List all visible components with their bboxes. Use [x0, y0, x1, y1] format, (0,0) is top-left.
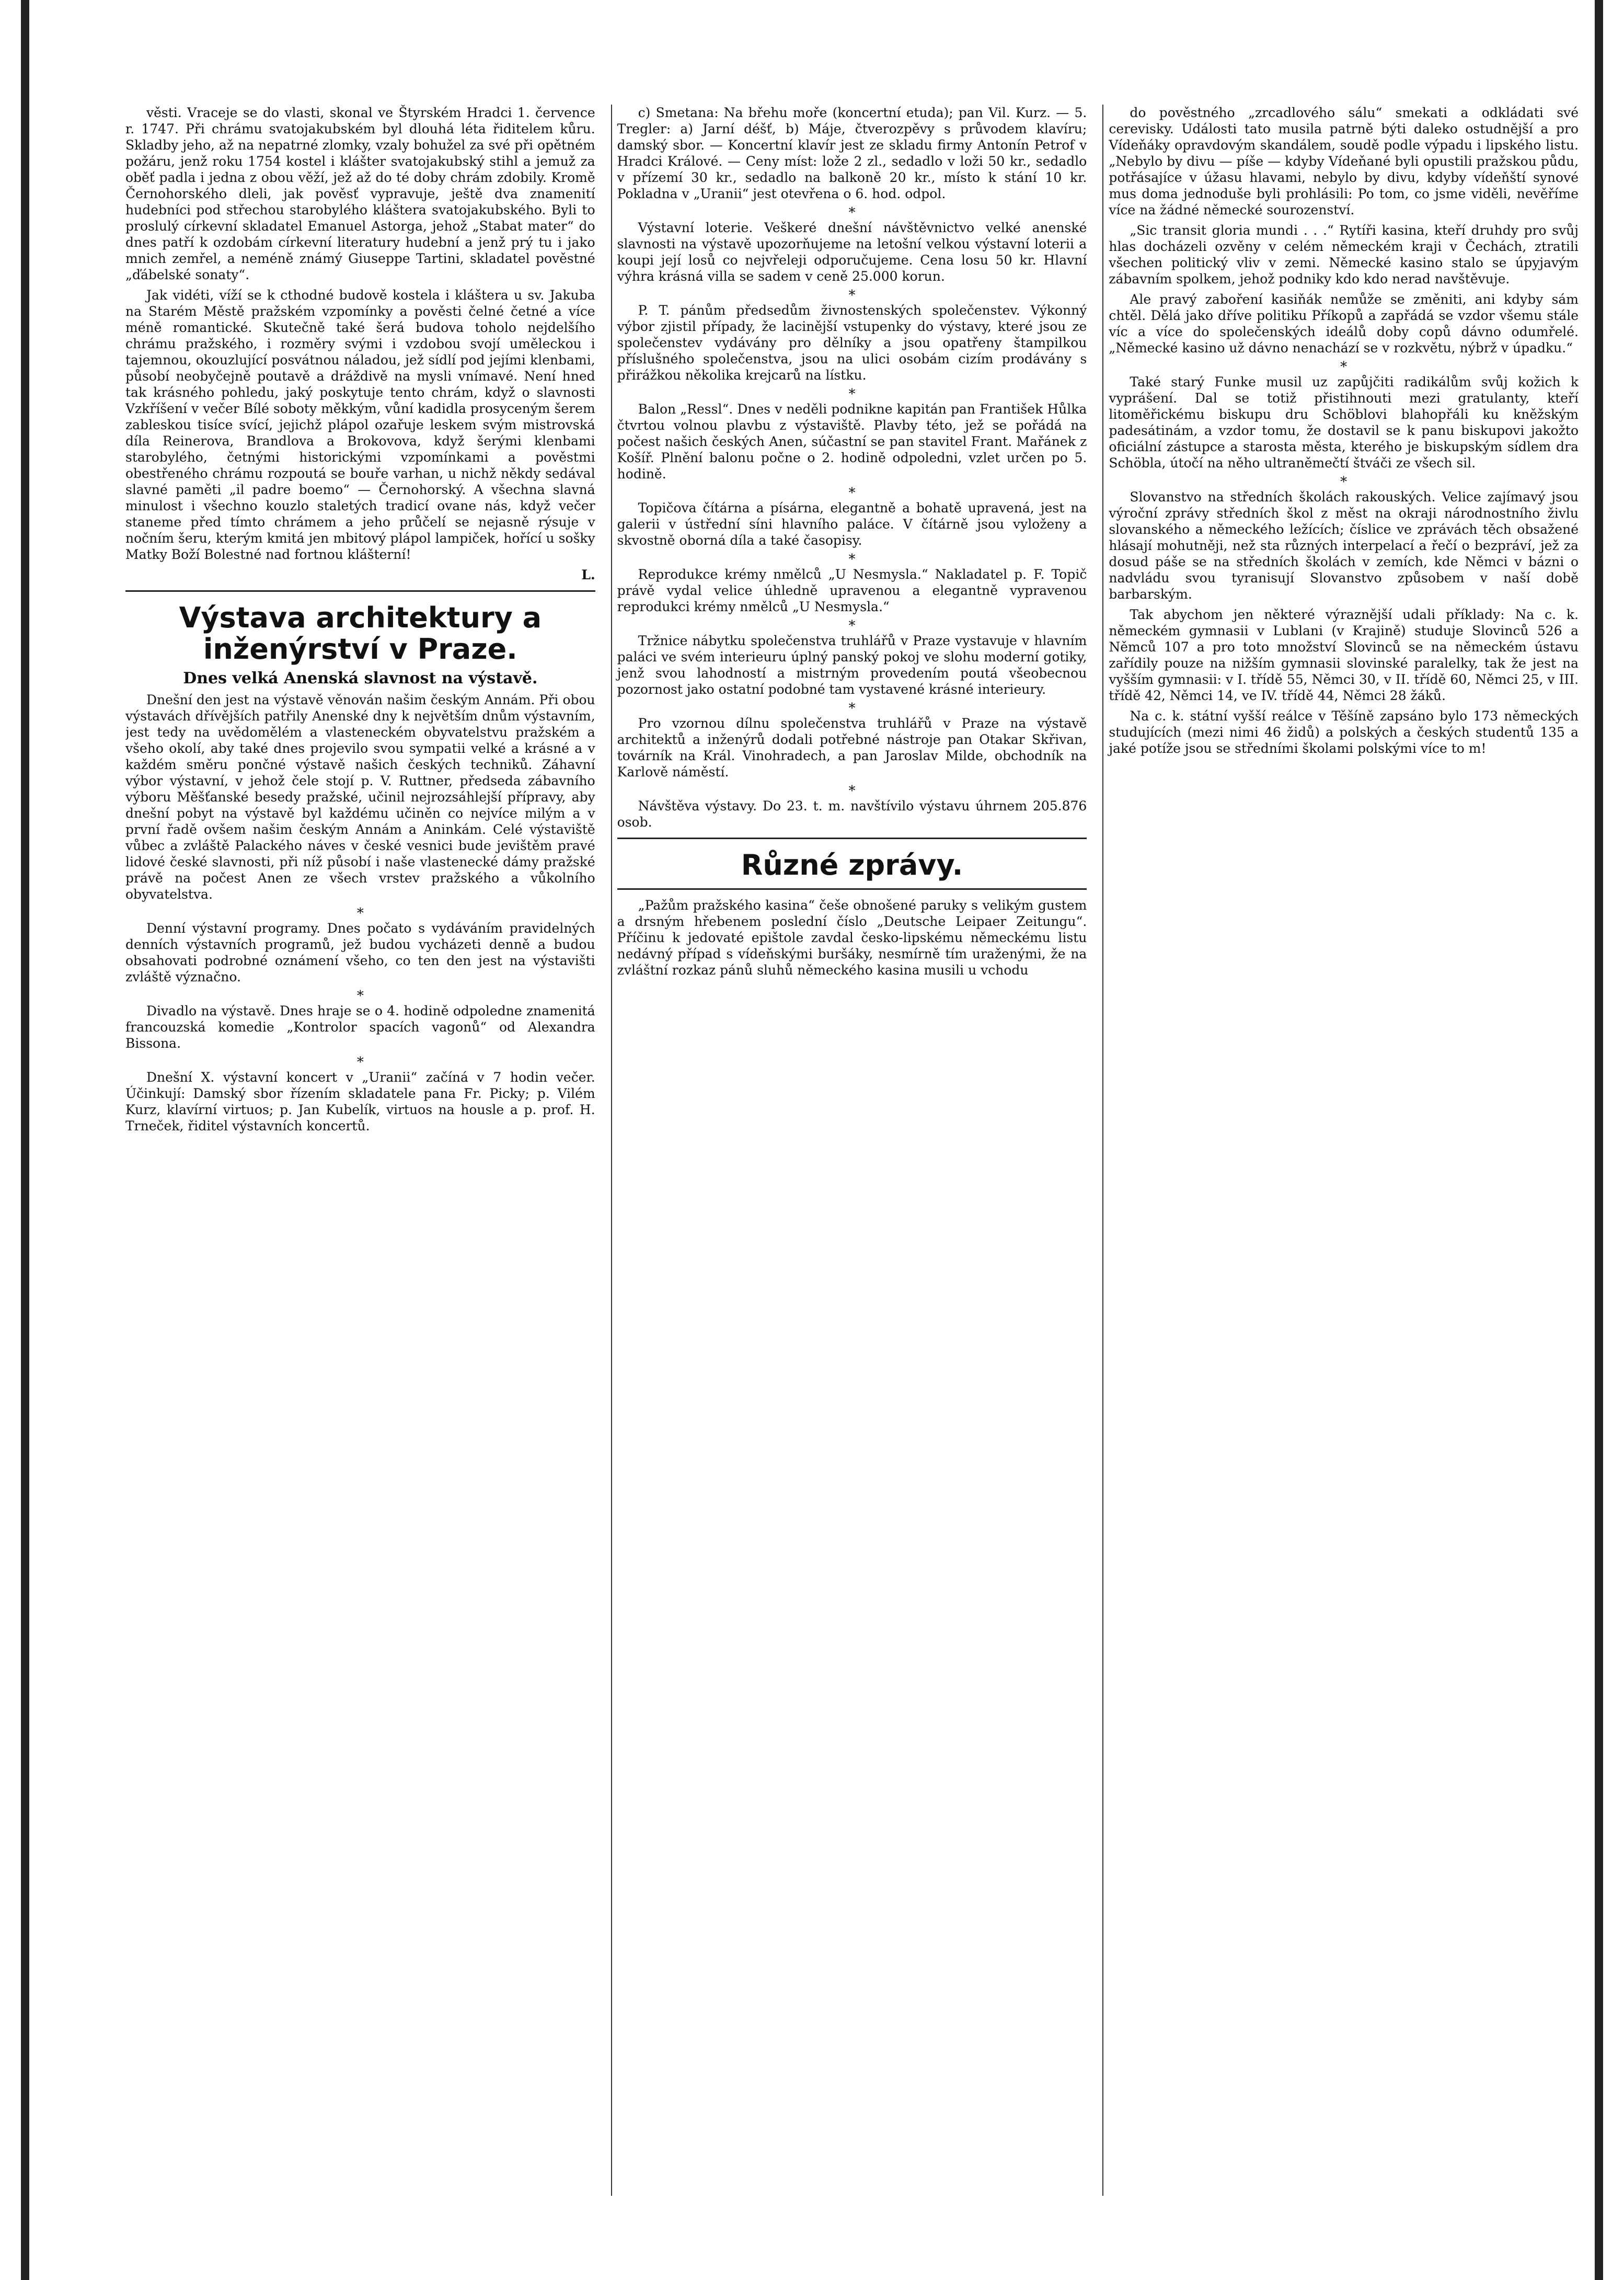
article-text: „Sic transit gloria mundi . . .“ Rytíři kasina, kteří druhdy pro svůj hlas docházeli ozvěny v celém německém kraji v Čechách, ztratili všechen politický vliv v zemi. Německé kasino stalo se úpyjavým zábavním spolkem, jehož podniky kdo kdo nerad navštěvuje.: [1109, 223, 1579, 287]
article-text: Jak vidéti, víží se k cthodné budově kostela i kláštera u sv. Jakuba na Starém Městě pražském vzpomínky a pověsti čelné četné a více méně romantické. Skutečně také šerá budova toholo nejdelšího chrámu pražského, i rozměry svými i vzdobou svojí uměleckou i tajemnou, okouzlující posvátnou náladou, jež sídlí pod jejími klenbami, působí neobyčejně poutavě a dráždivě na mysli vnímavé. Není hned tak krásného pohledu, jaký poskytuje tento chrám, když o slavnosti Vzkříšení v večer Bílé soboty měkkým, vůní kadidla prosyceným šerem zableskou tisíce svící, jejichž plápol ozařuje leskem svým mistrovská díla Reinerova, Brandlova a Brokovova, když šerými klenbami starobylého, četnými historickými vzpomínkami a pověstmi obestřeného chrámu rozpoutá se bouře varhan, u nichž někdy sedával slavné paměti „il padre boemo“ — Černohorský. A všechna slavná minulost i všechno kouzlo staletých tradicí ovane nás, když večer staneme před tímto chrámem a jeho průčelí se nejasně rýsuje v nočním šeru, kterým kmitá jen mbitový plápol lampiček, hořící u sošky Matky Boží Bolestné nad fortnou klášterní!: [125, 288, 595, 562]
column-1: [125, 105, 595, 2196]
divider: [125, 590, 595, 592]
article-text: Návštěva výstavy. Do 23. t. m. navštívilo výstavu úhrnem 205.876 osob.: [617, 798, 1087, 830]
article-text: do pověstného „zrcadlového sálu“ smekati a odkládati své cerevisky. Události tato musila patrně býti daleko ostudnější a pro Vídeňáky opravdovým skandálem, soudě podle výpadu i lipského listu. „Nebylo by divu — píše — kdyby Vídeňané byli opustili pražskou půdu, potřásajíce v úžasu hlavami, nebylo by divu, kdyby vídeňští synové mus doma jednoduše byli prohlásili: Po tom, co jsme viděli, nevěříme více na žádné německé sourozenství.: [1109, 105, 1579, 217]
article-text: Tržnice nábytku společenstva truhlářů v Praze vystavuje v hlavním paláci ve svém interieuru úplný panský pokoj ve slohu moderní gotiky, jenž svou lahodností a mistrným provedením poutá všeobecnou pozornost jako ostatní podobné tam vystavené krásné interieury.: [617, 633, 1087, 697]
article-signature: L.: [581, 567, 595, 582]
section-heading: Různé zprávy.: [741, 849, 963, 881]
article-text: Ale pravý zaboření kasiňák nemůže se změniti, ani kdyby sám chtěl. Dělá jako dříve politiku Příkopů a zapřádá se vzdor všemu stále víc a více do společenských ideálů doby copů dávno odumřelé. „Německé kasino už dávno nenachází se v rozkvětu, nýbrž v úpadku.“: [1109, 292, 1579, 356]
separator-asterisk-icon: *: [356, 988, 364, 1004]
article-text: Topičova čítárna a písárna, elegantně a bohatě upravená, jest na galerii v ústřední síni hlavního paláce. V čítárně jsou vyloženy a skvostně oborná díla a také časopisy.: [617, 500, 1087, 548]
article-text: „Pažům pražského kasina“ češe obnošené paruky s velikým gustem a drsným hřebenem poslední číslo „Deutsche Leipaer Zeitungu“. Příčinu k jedovaté epištole zavdal česko-lipskému německému listu nedávný případ s vídeňskými buršáky, nesmírně tím uraženými, že na zvláštní rozkaz pánů sluhů německého kasina musili u vchodu: [617, 898, 1087, 978]
article-text: Dnešní den jest na výstavě věnován našim českým Annám. Při obou výstavách dřívějších patřily Anenské dny k největším dnům výstavním, jest tedy na uvědomělém a vlasteneckém obyvatelstvu pražském a všeho okolí, aby také dnes projevilo svou sympatii velké a krásné a v každém směru pončné výstavě našich českých techniků. Záhavní výbor výstavní, v jehož čele stojí p. V. Ruttner, předseda zábavního výboru Měšťanské besedy pražské, učinil nejrozsáhlejší přípravy, aby dnešní pobyt na výstavě byl každému učiněn co nejvíce milým a v první řadě ovšem našim českým Annám a Aninkám. Celé výstaviště vůbec a zvláště Palackého náves v české vesnici bude jevištěm pravé lidové české slavnosti, při níž působí i naše vlastenecké dámy pražské právě na počest Anen ze všech vrstev pražského a vůkolního obyvatelstva.: [125, 692, 595, 902]
section-heading: Výstava architektury a inženýrství v Praze.: [179, 601, 542, 666]
divider: [617, 838, 1087, 839]
article-text: c) Smetana: Na břehu moře (koncertní etuda); pan Vil. Kurz. — 5. Tregler: a) Jarní déšť, b) Máje, čtverozpěvy s průvodem klavíru; damský sbor. — Koncertní klavír jest ze skladu firmy Antonín Petrof v Hradci Králové. — Ceny míst: lože 2 zl., sedadlo v loži 50 kr., sedadlo v přízemí 30 kr., sedadlo na balkoně 20 kr., místo k stání 10 kr. Pokladna v „Uranii“ jest otevřena o 6. hod. odpol.: [617, 105, 1087, 201]
article-text: Také starý Funke musil uz zapůjčiti radikálům svůj kožich k vyprášení. Dal se totiž přistihnouti mezi gratulanty, kteří litoměřickému biskupu dru Schöblovi blahopřáli ku kněžským padesátinám, a vzdor tomu, že dostavil se k panu biskupovi jakožto oficiální zástupce a starosta města, kterého je biskupským sídlem dra Schöbla, útočí na něho ultraněmečtí štváči ze všech sil.: [1109, 374, 1579, 471]
article-text: Na c. k. státní vyšší reálce v Těšíně zapsáno bylo 173 německých studujících (mezi nimi 46 židů) a polských a českých studentů 135 a jaké potíže jsou se středními školami polskými více to m!: [1109, 708, 1579, 756]
article-text: Denní výstavní programy. Dnes počato s vydáváním pravidelných denních výstavních programů, jež budou vycházeti denně a budou obsahovati podrobné oznámení všeho, co ten den jest na výstavišti zvláště význačno.: [125, 921, 595, 984]
article-text: Výstavní loterie. Veškeré dnešní návštěvnictvo velké anenské slavnosti na výstavě upozorňujeme na letošní velkou výstavní loterii a koupi její losů co nejvřeleji odporučujeme. Cena losu 50 kr. Hlavní výhra krásná villa se sadem v ceně 25.000 korun.: [617, 220, 1087, 284]
page-edge-right: [1595, 0, 1603, 2280]
article-text: věsti. Vraceje se do vlasti, skonal ve Štyrském Hradci 1. července r. 1747. Při chrámu svatojakubském byl dlouhá léta řiditelem kůru. Skladby jeho, až na nepatrné zlomky, vzaly bohužel za své při opětném požáru, jenž roku 1754 kostel i klášter svatojakubský stihl a jemuž za oběť padla i jedna z obou věží, jež až do té doby chrám zdobily. Kromě Černohorského dleli, jak pověsť vypravuje, ještě dva znamenití hudebníci pod střechou starobylého kláštera svatojakubského. Byli to proslulý církevní skladatel Emanuel Astorga, jehož „Stabat mater“ do dnes patří k ozdobám církevní literatury hudební a jenž prý tu i jako mnich zemřel, a neméně známý Giuseppe Tartini, skladatel pověstné „ďábelské sonaty“.: [125, 105, 595, 282]
article-text: Tak abychom jen některé výraznější udali příklady: Na c. k. německém gymnasii v Lublani (v Krajině) studuje Slovinců 526 a Němců 107 a pro toto množství Slovinců se na německém ústavu zařídily pouze na nižším gymnasii slovinské paralelky, tak že jest na vyšším gymnasii: v I. třídě 55, Němci 30, v II. třídě 60, Němci 25, v III. třídě 42, Němci 14, ve IV. třídě 44, Němci 28 žáků.: [1109, 607, 1579, 703]
divider: [617, 888, 1087, 890]
separator-asterisk-icon: *: [848, 618, 856, 634]
separator-asterisk-icon: *: [848, 701, 856, 716]
separator-asterisk-icon: *: [848, 386, 856, 402]
separator-asterisk-icon: *: [848, 485, 856, 501]
column-3: [1102, 105, 1579, 2196]
article-text: Slovanstvo na středních školách rakouských. Velice zajímavý jsou výroční zprávy středních škol z měst na okraji národnostního živlu slovanského a německého ležících; číslice ve zprávách těch obsažené hlásají mohutněji, než sta různých interpelací a řečí o bezpráví, jež za dosud páše se na středních školách v zemích, kde Němci v bázni o nadvládu svou tyranisují Slovanstvo způsobem v naší době barbarským.: [1109, 489, 1579, 602]
separator-asterisk-icon: *: [1340, 359, 1347, 375]
column-2: [611, 105, 1087, 2196]
separator-asterisk-icon: *: [848, 552, 856, 567]
separator-asterisk-icon: *: [1340, 474, 1347, 490]
newspaper-page: [125, 105, 1579, 2196]
article-text: Balon „Ressl“. Dnes v neděli podnikne kapitán pan František Hůlka čtvrtou volnou plavbu z výstaviště. Plavby této, jež se pořádá na počest našich českých Anen, súčastní se pan stavitel Frant. Mařánek z Košíř. Plnění balonu počne o 2. hodině odpoledni, vzlet určen po 5. hodině.: [617, 402, 1087, 482]
article-text: Pro vzornou dílnu společenstva truhlářů v Praze na výstavě architektů a inženýrů dodali potřebné nástroje pan Otakar Skřivan, továrník na Král. Vinohradech, a pan Jaroslav Milde, obchodník na Karlově náměstí.: [617, 716, 1087, 780]
page-edge-left: [21, 0, 29, 2280]
article-text: Dnešní X. výstavní koncert v „Uranii“ začíná v 7 hodin večer. Účinkují: Damský sbor řízením skladatele pana Fr. Picky; p. Vilém Kurz, klavírní virtuos; p. Jan Kubelík, virtuos na housle a p. prof. H. Trneček, řiditel výstavních koncertů.: [125, 1070, 595, 1133]
separator-asterisk-icon: *: [848, 288, 856, 303]
separator-asterisk-icon: *: [848, 783, 856, 799]
article-text: Reprodukce krémy nmělců „U Nesmysla.“ Nakladatel p. F. Topič právě vydal velice úhledně upravenou a elegantně vypravenou reprodukci krémy nmělců „U Nesmysla.“: [617, 567, 1087, 614]
section-subheading: Dnes velká Anenská slavnost na výstavě.: [183, 669, 538, 688]
separator-asterisk-icon: *: [356, 1055, 364, 1070]
separator-asterisk-icon: *: [356, 906, 364, 921]
article-text: P. T. pánům předsedům živnostenských společenstev. Výkonný výbor zjistil případy, že lacinější vstupenky do výstavy, které jsou ze společenstev vydávány pro dělníky a jsou opatřeny štampilkou příslušného společenstva, jsou na ulici osobám cizím prodávány s přirážkou několika krejcarů na lístku.: [617, 303, 1087, 383]
separator-asterisk-icon: *: [848, 205, 856, 221]
article-text: Divadlo na výstavě. Dnes hraje se o 4. hodině odpoledne znamenitá francouzská komedie „Kontrolor spacích vagonů“ od Alexandra Bissona.: [125, 1003, 595, 1051]
